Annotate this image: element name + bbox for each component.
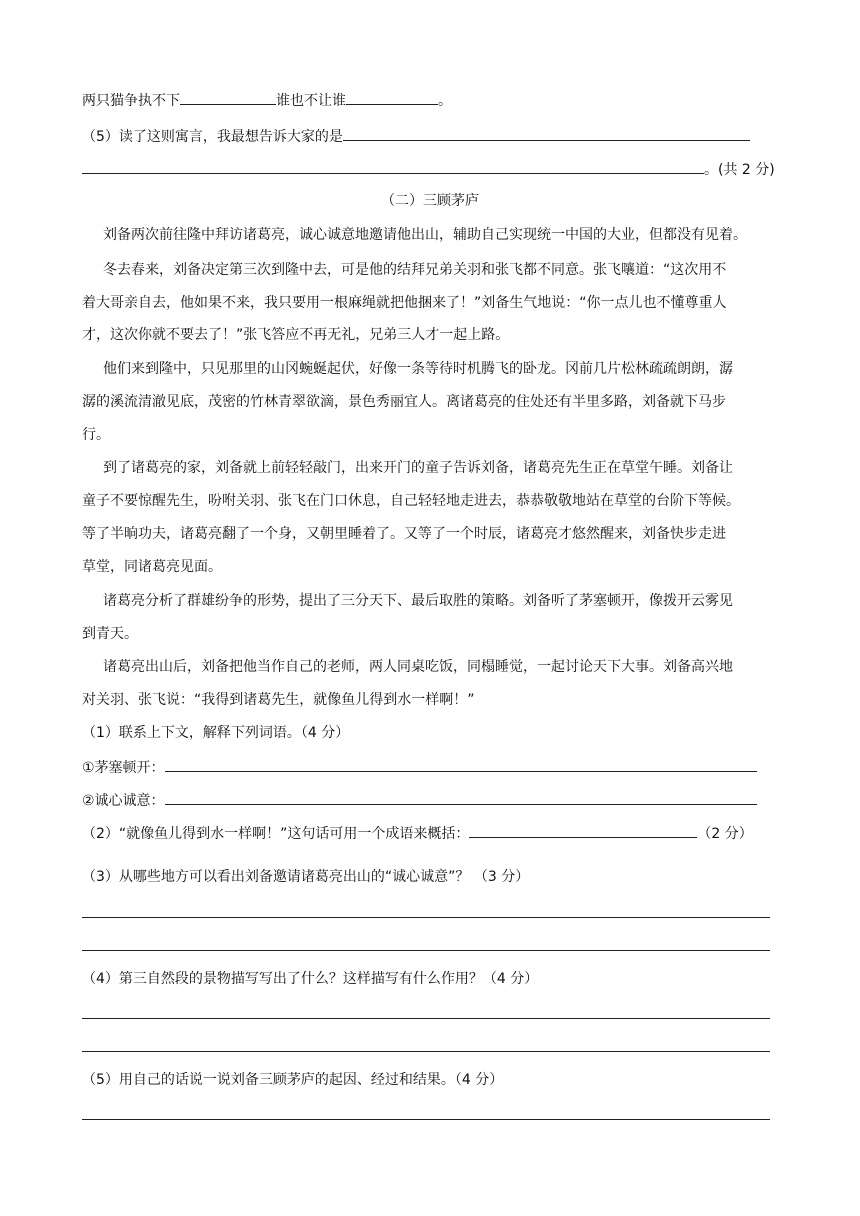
story-line: 冬去春来，刘备决定第三次到隆中去，可是他的结拜兄弟关羽和张飞都不同意。张飞嚷道：“这次用不 xyxy=(103,262,727,278)
story-line: 诸葛亮分析了群雄纷争的形势，提出了三分天下、最后取胜的策略。刘备听了茅塞顿开，像拨开云雾见 xyxy=(103,593,733,609)
story-line: 刘备两次前往隆中拜访诸葛亮，诚心诚意地邀请他出山，辅助自己实现统一中国的大业，但都没有见着。 xyxy=(103,227,747,243)
answer-blank-fable-2[interactable] xyxy=(82,157,704,174)
question-2-label: （2）“就像鱼儿得到水一样啊！”这句话可用一个成语来概括： xyxy=(82,826,470,842)
question-fable-label: （5）读了这则寓言，我最想告诉大家的是 xyxy=(82,129,343,145)
question-2 xyxy=(82,821,753,845)
question-1: （1）联系上下文，解释下列词语。（4 分） xyxy=(82,725,350,741)
answer-line[interactable] xyxy=(82,1051,770,1052)
story-line: 诸葛亮出山后，刘备把他当作自己的老师，两人同桌吃饭，同榻睡觉，一起讨论天下大事。刘备高兴地 xyxy=(103,659,733,675)
answer-line[interactable] xyxy=(82,950,770,951)
text-cats-2: 谁也不让谁 xyxy=(276,93,346,109)
text-cats-1: 两只猫争执不下 xyxy=(82,93,180,109)
story-line: 他们来到隆中，只见那里的山冈蜿蜒起伏，好像一条等待时机腾飞的卧龙。冈前几片松林疏疏朗朗，潺 xyxy=(103,361,733,377)
answer-line[interactable] xyxy=(82,1119,770,1120)
question-1-item-1 xyxy=(82,755,757,779)
question-fable-lesson xyxy=(82,124,750,148)
question-5: （5）用自己的话说一说刘备三顾茅庐的起因、经过和结果。（4 分） xyxy=(82,1072,504,1088)
story-line: 到青天。 xyxy=(82,626,138,642)
answer-blank-2[interactable] xyxy=(346,88,438,105)
story-line: 到了诸葛亮的家，刘备就上前轻轻敲门，出来开门的童子告诉刘备，诸葛亮先生正在草堂午睡。刘备让 xyxy=(103,460,733,476)
answer-blank-fable[interactable] xyxy=(343,124,750,141)
question-3: （3）从哪些地方可以看出刘备邀请诸葛亮出山的“诚心诚意”？ （3 分） xyxy=(82,869,530,885)
question-fable-line2 xyxy=(82,157,775,181)
story-line: 童子不要惊醒先生，吩咐关羽、张飞在门口休息，自己轻轻地走进去，恭恭敬敬地站在草堂的台阶下等候。 xyxy=(82,493,740,509)
answer-line[interactable] xyxy=(82,1018,770,1019)
term-label-1: ①茅塞顿开： xyxy=(82,760,165,776)
question-2-score: （2 分） xyxy=(697,826,753,842)
story-line: 草堂，同诸葛亮见面。 xyxy=(82,559,222,575)
period: 。 xyxy=(438,93,452,109)
question-1-item-2 xyxy=(82,788,757,812)
fable-score: 。(共 2 分) xyxy=(704,162,775,178)
story-line: 才，这次你就不要去了！”张飞答应不再无礼，兄弟三人才一起上路。 xyxy=(82,327,510,343)
story-line: 着大哥亲自去，他如果不来，我只要用一根麻绳就把他捆来了！”刘备生气地说：“你一点儿也不懂尊重人 xyxy=(82,295,727,311)
story-line: 潺的溪流清澈见底，茂密的竹林青翠欲滴，景色秀丽宜人。离诸葛亮的住处还有半里多路，刘备就下马步 xyxy=(82,394,726,410)
story-line: 对关羽、张飞说：“我得到诸葛先生，就像鱼儿得到水一样啊！” xyxy=(82,692,475,708)
answer-blank-1[interactable] xyxy=(180,88,276,105)
story-line: 行。 xyxy=(82,427,110,443)
answer-blank-idiom[interactable] xyxy=(469,821,697,838)
story-title: （二）三顾茅庐 xyxy=(381,193,479,209)
answer-blank-term-2[interactable] xyxy=(165,788,757,805)
answer-line[interactable] xyxy=(82,917,770,918)
question-4: （4）第三自然段的景物描写写出了什么？这样描写有什么作用？（4 分） xyxy=(82,971,539,987)
fill-line-cats xyxy=(82,88,452,112)
term-label-2: ②诚心诚意： xyxy=(82,793,165,809)
story-line: 等了半晌功夫，诸葛亮翻了一个身，又朝里睡着了。又等了一个时辰，诸葛亮才悠然醒来，刘备快步走进 xyxy=(82,526,726,542)
answer-blank-term-1[interactable] xyxy=(165,755,757,772)
